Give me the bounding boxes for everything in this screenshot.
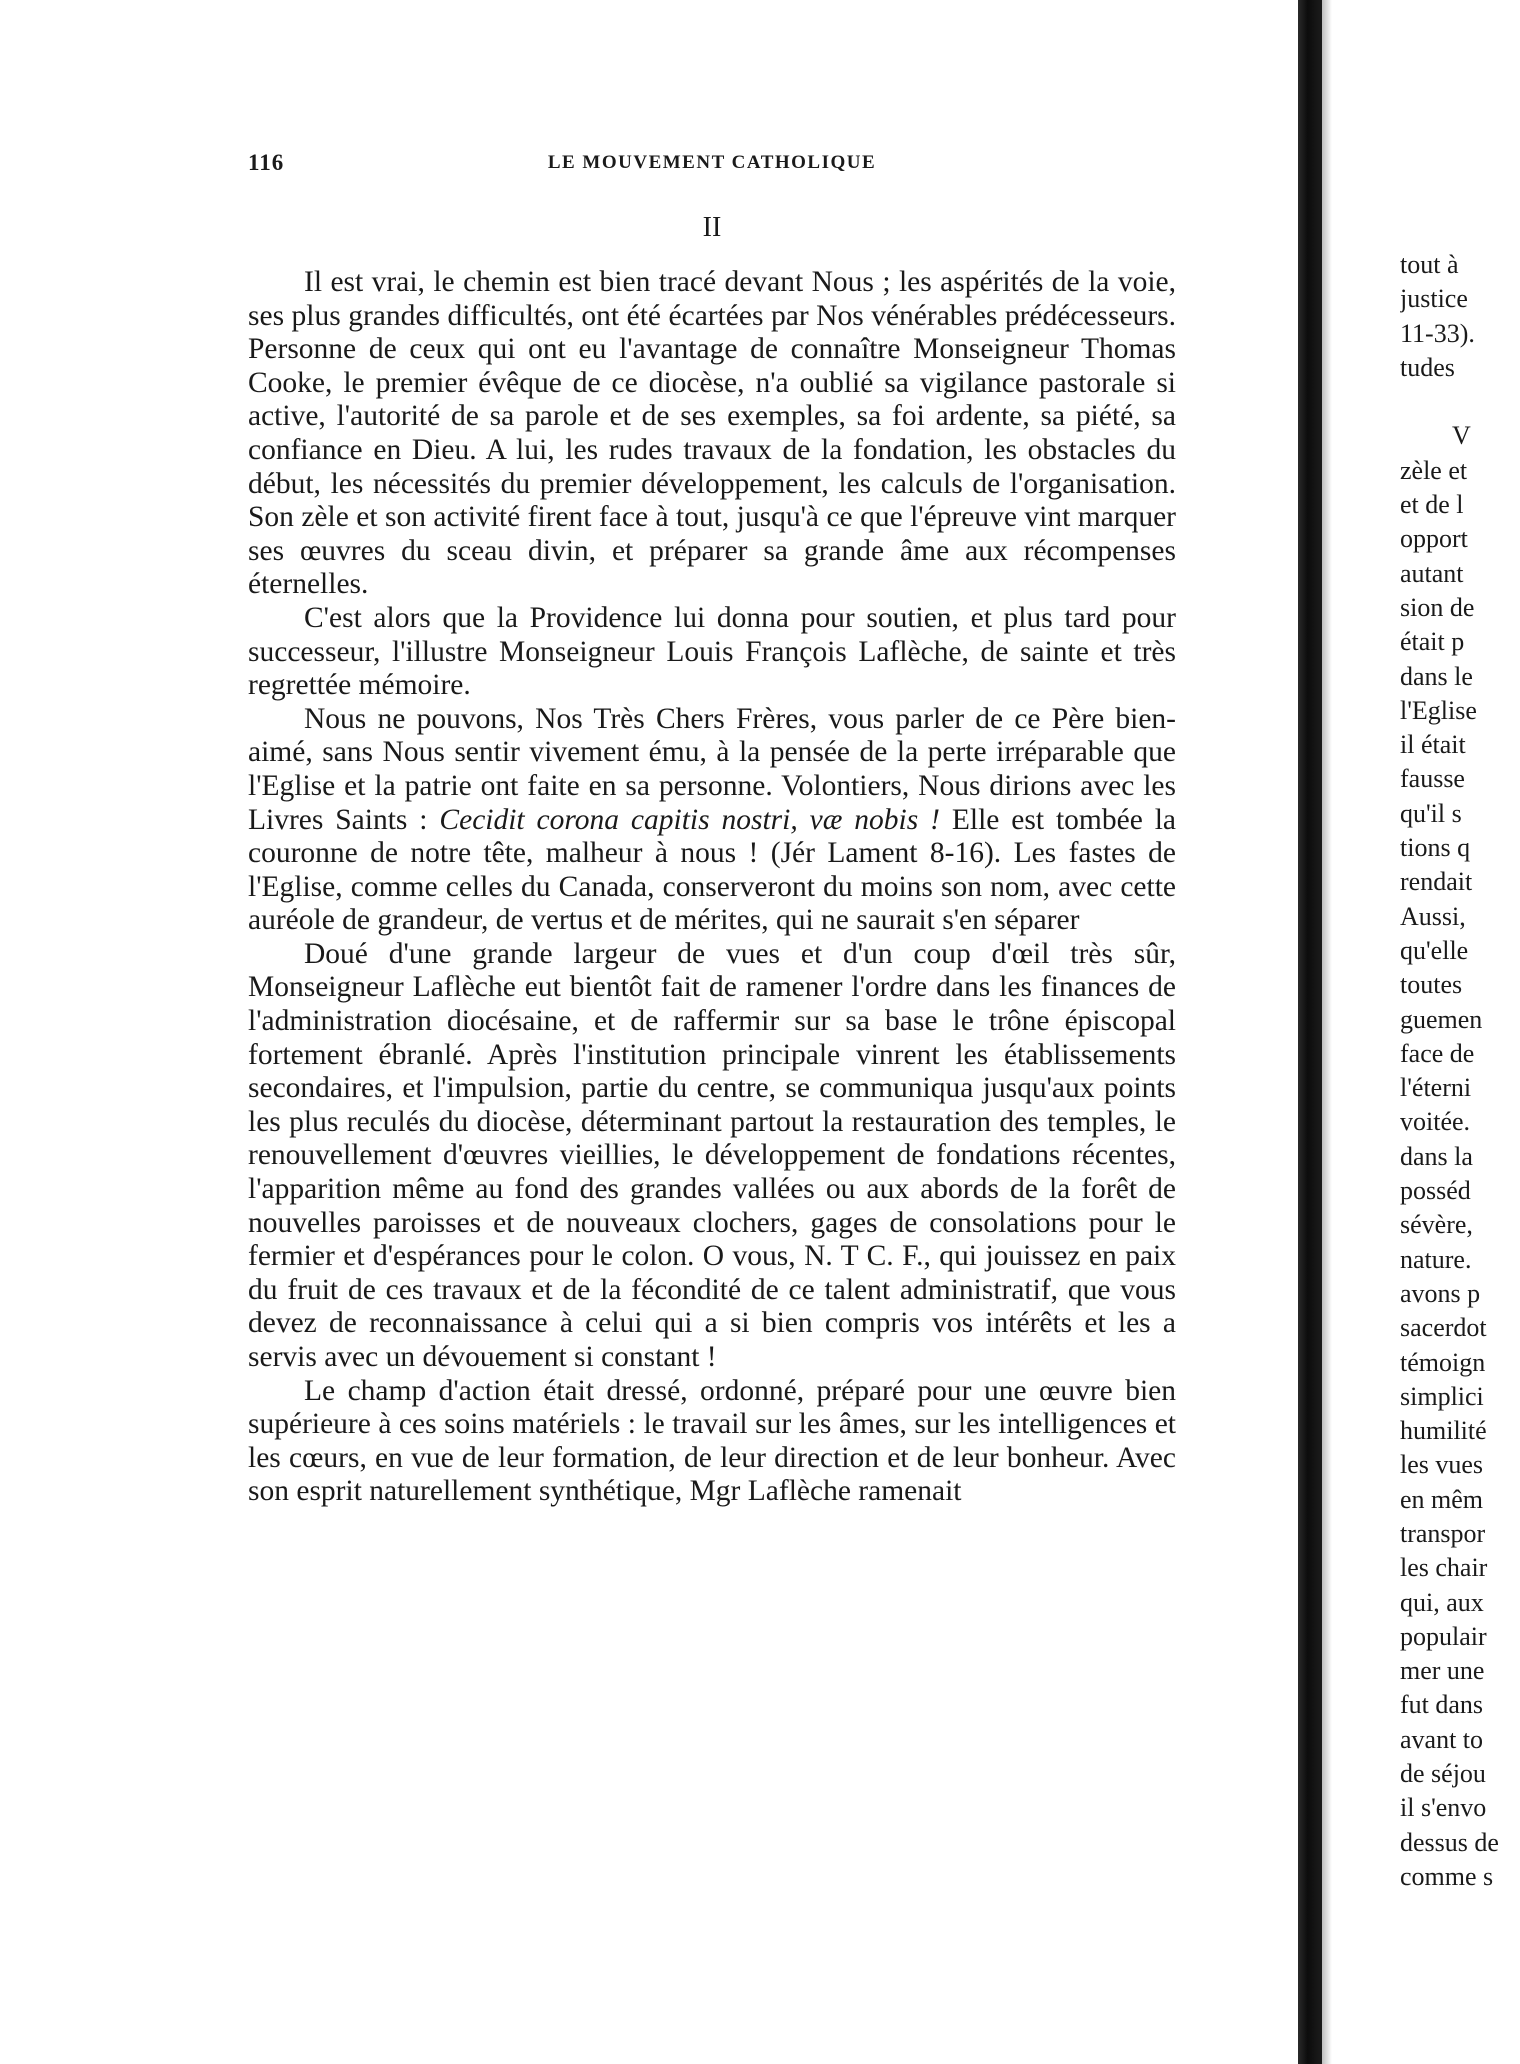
right-page-line: autant [1400,558,1464,588]
right-page-line: Aussi, [1400,901,1466,931]
right-page-line: fausse [1400,764,1465,794]
right-page-line: dans la [1400,1141,1473,1171]
right-page-line: sion de [1400,592,1475,622]
right-page-line: l'Eglise [1400,695,1477,725]
right-page-line: qu'elle [1400,935,1469,965]
paragraph-5: Le champ d'action était dressé, ordonné, préparé pour une œuvre bien supérieure à ces soins matériels : le travail sur les âmes, sur les intelligences et les cœurs, en vue de leur formation, de leur direction et de leur bonheur. Avec son esprit naturellement synthétique, Mgr Laflèche ramenait [248,1374,1176,1508]
right-page-line: avant to [1400,1724,1484,1754]
right-page-line: était p [1400,627,1465,657]
right-page-line: en mêm [1400,1484,1484,1514]
right-page-line: nature. [1400,1244,1472,1274]
latin-quote: Cecidit corona capitis nostri, væ nobis ! [439,803,940,836]
right-page-line: qu'il s [1400,798,1462,828]
right-page-line: simplici [1400,1381,1484,1411]
right-page-line: mer une [1400,1656,1485,1686]
paragraph-4: Doué d'une grande largeur de vues et d'un coup d'œil très sûr, Monseigneur Laflèche eut bientôt fait de ramener l'ordre dans les finances de l'administration diocésaine, et de raffermir sur sa base le trône épiscopal fortement ébranlé. Après l'institution principale vinrent les établissements secondaires, et l'impulsion, partie du centre, se communiqua jusqu'aux points les plus reculés du diocèse, déterminant partout la restauration des temples, le renouvellement d'œuvres vieillies, le développement de fondations récentes, l'apparition même au fond des grandes vallées ou aux abords de la forêt de nouvelles paroisses et de nouveaux clochers, gages de consolations pour le fermier et d'espérances pour le colon. O vous, N. T C. F., qui jouissez en paix du fruit de ces travaux et de la fécondité de ce talent administratif, que vous devez de reconnaissance à celui qui a si bien compris vos intérêts et les a servis avec un dévouement si constant ! [248,937,1176,1373]
right-page-line: fut dans [1400,1690,1484,1720]
page-number: 116 [248,150,285,175]
right-page-line: de séjou [1400,1759,1486,1789]
right-page-line: face de [1400,1038,1475,1068]
paragraph-3 [248,703,1176,938]
right-page-line: tions q [1400,833,1471,863]
right-page-line: V [1452,421,1471,451]
right-page-line: transpor [1400,1518,1486,1548]
right-page-line: sévère, [1400,1210,1473,1240]
right-page-line: dessus de [1400,1827,1499,1857]
right-page-line: il s'envo [1400,1793,1487,1823]
right-page-line: opport [1400,524,1468,554]
right-page-line: tout à [1400,250,1459,279]
right-page-line: humilité [1400,1416,1487,1446]
right-page-line: 11-33). [1400,318,1475,348]
right-page-gap [1400,385,1520,419]
right-page-line: avons p [1400,1278,1481,1308]
right-page-line: dans le [1400,661,1473,691]
section-numeral: II [702,212,722,243]
paragraph-3-text-before: Nous ne pouvons, Nos Très Chers Frères, vous parler de ce Père bien-aimé, sans Nous sentir vivement ému, à la pensée de la perte irréparable que l'Eglise et la patrie ont faite en sa personne. Volontiers, Nous dirions avec les Livres Saints : [248,702,1176,836]
right-page-line: zèle et [1400,455,1468,485]
paragraph-2: C'est alors que la Providence lui donna pour soutien, et plus tard pour successeur, l'illustre Monseigneur Louis François Laflèche, de sainte et très regrettée mémoire. [248,601,1176,702]
right-page-line: tudes [1400,352,1455,382]
right-page-line: voitée. [1400,1107,1471,1137]
left-page [248,150,1176,1509]
right-page-line: comme s [1400,1861,1494,1891]
right-page-line: les chair [1400,1553,1488,1583]
right-page-line: populair [1400,1621,1487,1651]
right-page-fragment [1400,248,1520,1894]
right-page-line: qui, aux [1400,1587,1484,1617]
right-page-line: les vues [1400,1450,1484,1480]
right-page-line: il était [1400,730,1466,760]
right-page-line: justice [1400,284,1468,314]
right-page-line: l'éterni [1400,1073,1472,1103]
running-head [248,150,1176,190]
gutter-shadow [1322,0,1332,2064]
body-text [248,266,1176,1509]
book-gutter [1298,0,1322,2064]
paragraph-1: Il est vrai, le chemin est bien tracé devant Nous ; les aspérités de la voie, ses plus grandes difficultés, ont été écartées par Nos vénérables prédécesseurs. Personne de ceux qui ont eu l'avantage de connaître Monseigneur Thomas Cooke, le premier évêque de ce diocèse, n'a oublié sa vigilance pastorale si active, l'autorité de sa parole et de ses exemples, sa foi ardente, sa piété, sa confiance en Dieu. A lui, les rudes travaux de la fondation, les obstacles du début, les nécessités du premier développement, les calculs de l'organisation. Son zèle et son activité firent face à tout, jusqu'à ce que l'épreuve vint marquer ses œuvres du sceau divin, et préparer sa grande âme aux récompenses éternelles. [248,266,1176,601]
running-title: LE MOUVEMENT CATHOLIQUE [547,152,877,173]
right-page-line: posséd [1400,1176,1471,1206]
paragraph-3-text-after: Elle est tombée la couronne de notre tête, malheur à nous ! (Jér Lament 8-16). Les fastes de l'Eglise, comme celles du Canada, conserveront du moins son nom, avec cette auréole de grandeur, de vertus et de mérites, qui ne saurait s'en séparer [248,803,1176,937]
right-page-line: témoign [1400,1347,1486,1377]
right-page-line: et de l [1400,490,1464,520]
right-page-line: sacerdot [1400,1313,1487,1343]
right-page-line: rendait [1400,867,1473,897]
right-page-line: toutes [1400,970,1463,1000]
right-page-line: guemen [1400,1004,1483,1034]
